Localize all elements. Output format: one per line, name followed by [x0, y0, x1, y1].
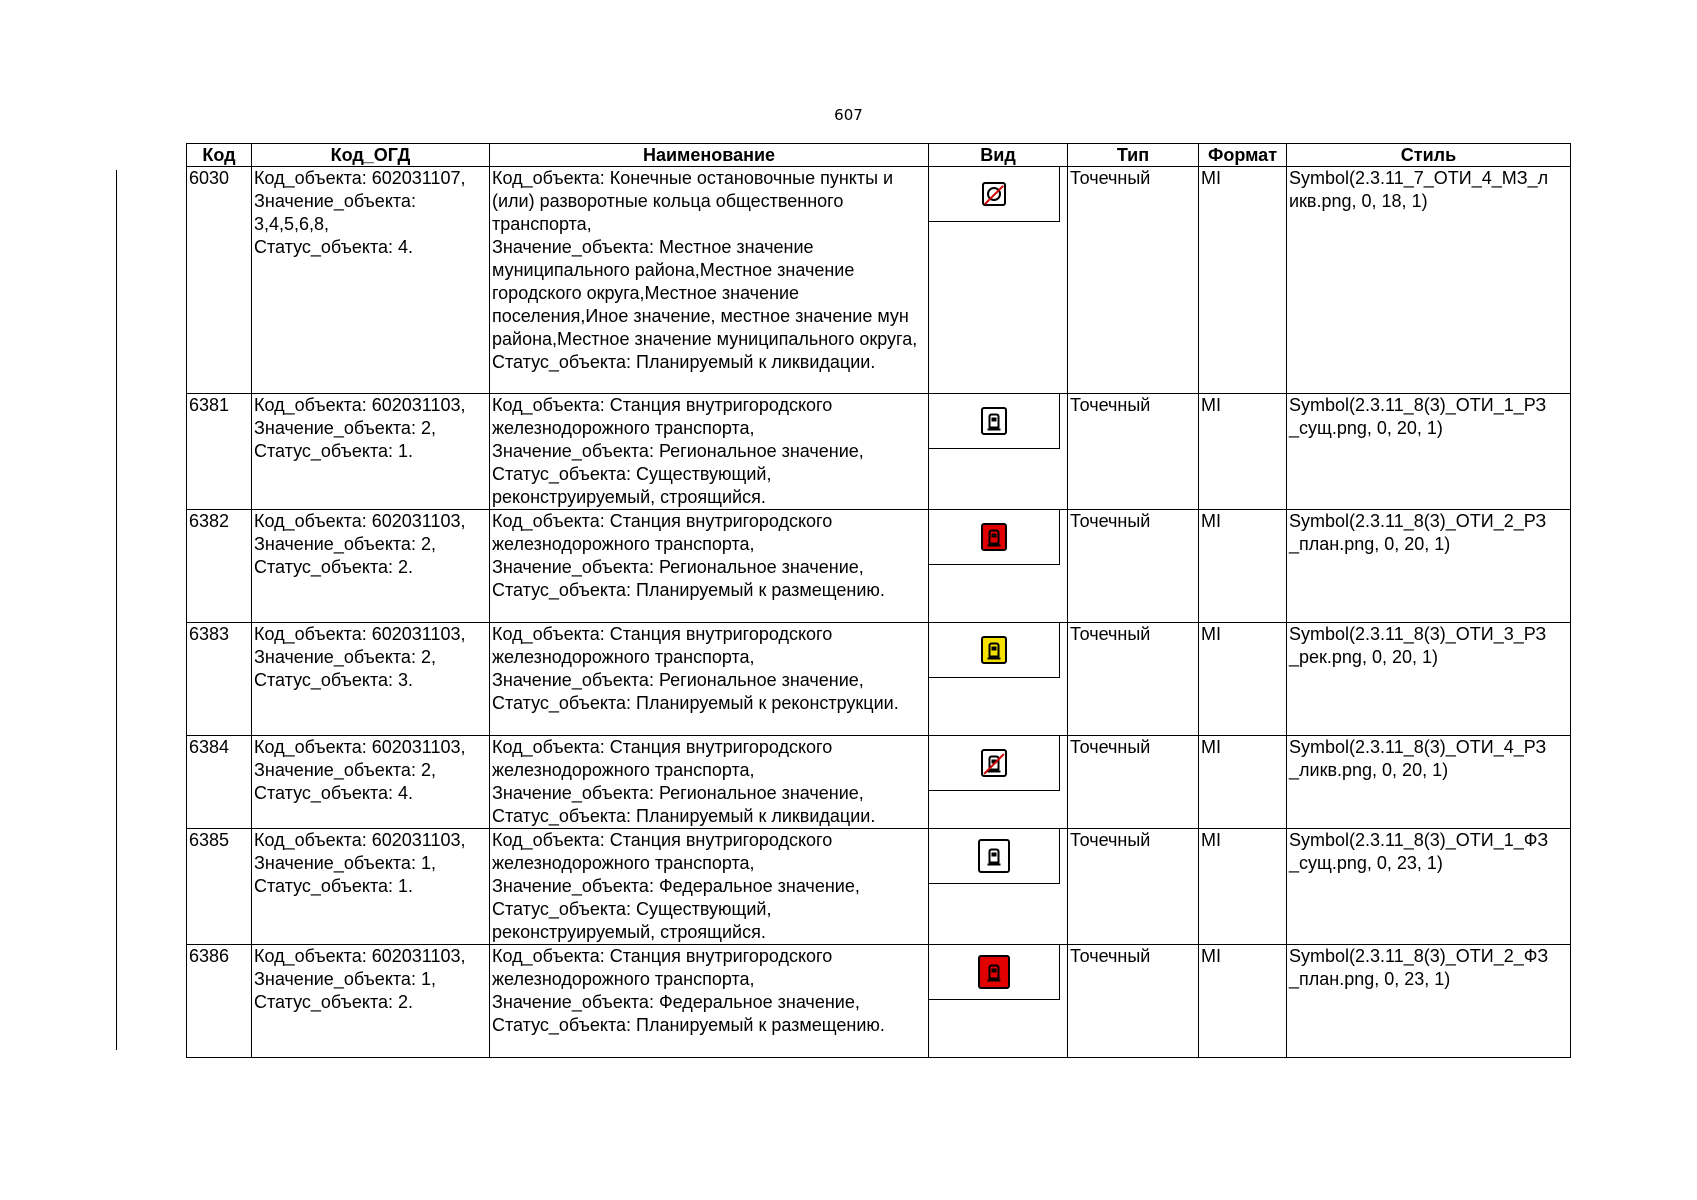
cell-type: Точечный — [1068, 829, 1199, 945]
header-row — [187, 144, 1571, 167]
cell-vid — [929, 167, 1068, 394]
attribute-table — [186, 143, 1571, 1058]
cell-format: MI — [1199, 736, 1287, 829]
header-style: Стиль — [1287, 144, 1571, 167]
symbol-swatch — [929, 829, 1060, 884]
cell-format: MI — [1199, 167, 1287, 394]
cell-format: MI — [1199, 829, 1287, 945]
table-row — [187, 829, 1571, 945]
header-name: Наименование — [490, 144, 929, 167]
cell-vid — [929, 736, 1068, 829]
cell-kod: 6382 — [187, 510, 252, 623]
cell-style: Symbol(2.3.11_7_ОТИ_4_МЗ_л икв.png, 0, 18, 1) — [1287, 167, 1571, 394]
table-row — [187, 167, 1571, 394]
cell-type: Точечный — [1068, 510, 1199, 623]
train-station-reconstruction-icon — [981, 636, 1007, 664]
symbol-swatch — [929, 736, 1060, 791]
cell-format: MI — [1199, 510, 1287, 623]
header-kod: Код — [187, 144, 252, 167]
header-format: Формат — [1199, 144, 1287, 167]
cell-format: MI — [1199, 623, 1287, 736]
header-type: Тип — [1068, 144, 1199, 167]
cell-type: Точечный — [1068, 945, 1199, 1058]
symbol-swatch — [929, 623, 1060, 678]
symbol-swatch — [929, 167, 1060, 222]
cell-kod-ogd: Код_объекта: 602031103, Значение_объекта: 2, Статус_объекта: 4. — [252, 736, 490, 829]
cell-vid — [929, 829, 1068, 945]
cell-format: MI — [1199, 394, 1287, 510]
cell-type: Точечный — [1068, 167, 1199, 394]
table-row — [187, 736, 1571, 829]
cell-vid — [929, 394, 1068, 510]
cell-style: Symbol(2.3.11_8(3)_ОТИ_3_РЗ _рек.png, 0, 20, 1) — [1287, 623, 1571, 736]
cell-kod-ogd: Код_объекта: 602031103, Значение_объекта: 2, Статус_объекта: 1. — [252, 394, 490, 510]
cell-vid — [929, 510, 1068, 623]
cell-name: Код_объекта: Станция внутригородского железнодорожного транспорта, Значение_объекта: Региональное значение, Статус_объекта: Планируемый к реконструкции. — [490, 623, 929, 736]
train-station-existing-icon — [981, 407, 1007, 435]
cell-vid — [929, 945, 1068, 1058]
cell-kod-ogd: Код_объекта: 602031103, Значение_объекта: 2, Статус_объекта: 3. — [252, 623, 490, 736]
cell-kod: 6384 — [187, 736, 252, 829]
train-station-liquidation-icon — [981, 749, 1007, 777]
terminal-stop-liquidation-icon — [982, 182, 1006, 206]
cell-style: Symbol(2.3.11_8(3)_ОТИ_2_РЗ _план.png, 0, 20, 1) — [1287, 510, 1571, 623]
symbol-swatch — [929, 394, 1060, 449]
cell-vid — [929, 623, 1068, 736]
margin-line — [116, 170, 117, 1050]
cell-kod-ogd: Код_объекта: 602031107, Значение_объекта: 3,4,5,6,8, Статус_объекта: 4. — [252, 167, 490, 394]
cell-kod: 6386 — [187, 945, 252, 1058]
cell-type: Точечный — [1068, 736, 1199, 829]
header-vid: Вид — [929, 144, 1068, 167]
table-row — [187, 623, 1571, 736]
table-row — [187, 945, 1571, 1058]
cell-kod: 6383 — [187, 623, 252, 736]
cell-name: Код_объекта: Станция внутригородского железнодорожного транспорта, Значение_объекта: Региональное значение, Статус_объекта: Планируемый к ликвидации. — [490, 736, 929, 829]
cell-name: Код_объекта: Станция внутригородского железнодорожного транспорта, Значение_объекта: Региональное значение, Статус_объекта: Планируемый к размещению. — [490, 510, 929, 623]
cell-style: Symbol(2.3.11_8(3)_ОТИ_1_ФЗ _сущ.png, 0, 23, 1) — [1287, 829, 1571, 945]
cell-format: MI — [1199, 945, 1287, 1058]
cell-kod: 6385 — [187, 829, 252, 945]
table-row — [187, 510, 1571, 623]
train-station-federal-planned-icon — [978, 955, 1010, 989]
cell-name: Код_объекта: Конечные остановочные пункты и (или) разворотные кольца общественного транспорта, Значение_объекта: Местное значение муниципального района,Местное значение городского округа,Местное значение поселения,Иное значение, местное значение мун района,Местное значение муниципального округа, Статус_объекта: Планируемый к ликвидации. — [490, 167, 929, 394]
cell-name: Код_объекта: Станция внутригородского железнодорожного транспорта, Значение_объекта: Федеральное значение, Статус_объекта: Существующий, реконструируемый, строящийся. — [490, 829, 929, 945]
train-station-federal-existing-icon — [978, 839, 1010, 873]
cell-style: Symbol(2.3.11_8(3)_ОТИ_4_РЗ _ликв.png, 0, 20, 1) — [1287, 736, 1571, 829]
table-row — [187, 394, 1571, 510]
cell-kod: 6381 — [187, 394, 252, 510]
header-kod-ogd: Код_ОГД — [252, 144, 490, 167]
cell-kod-ogd: Код_объекта: 602031103, Значение_объекта: 1, Статус_объекта: 1. — [252, 829, 490, 945]
cell-name: Код_объекта: Станция внутригородского железнодорожного транспорта, Значение_объекта: Региональное значение, Статус_объекта: Существующий, реконструируемый, строящийся. — [490, 394, 929, 510]
cell-name: Код_объекта: Станция внутригородского железнодорожного транспорта, Значение_объекта: Федеральное значение, Статус_объекта: Планируемый к размещению. — [490, 945, 929, 1058]
cell-type: Точечный — [1068, 394, 1199, 510]
page-number: 607 — [834, 106, 863, 124]
train-station-planned-icon — [981, 523, 1007, 551]
cell-type: Точечный — [1068, 623, 1199, 736]
cell-kod: 6030 — [187, 167, 252, 394]
cell-style: Symbol(2.3.11_8(3)_ОТИ_2_ФЗ _план.png, 0, 23, 1) — [1287, 945, 1571, 1058]
cell-style: Symbol(2.3.11_8(3)_ОТИ_1_РЗ _сущ.png, 0, 20, 1) — [1287, 394, 1571, 510]
symbol-swatch — [929, 945, 1060, 1000]
cell-kod-ogd: Код_объекта: 602031103, Значение_объекта: 2, Статус_объекта: 2. — [252, 510, 490, 623]
cell-kod-ogd: Код_объекта: 602031103, Значение_объекта: 1, Статус_объекта: 2. — [252, 945, 490, 1058]
symbol-swatch — [929, 510, 1060, 565]
